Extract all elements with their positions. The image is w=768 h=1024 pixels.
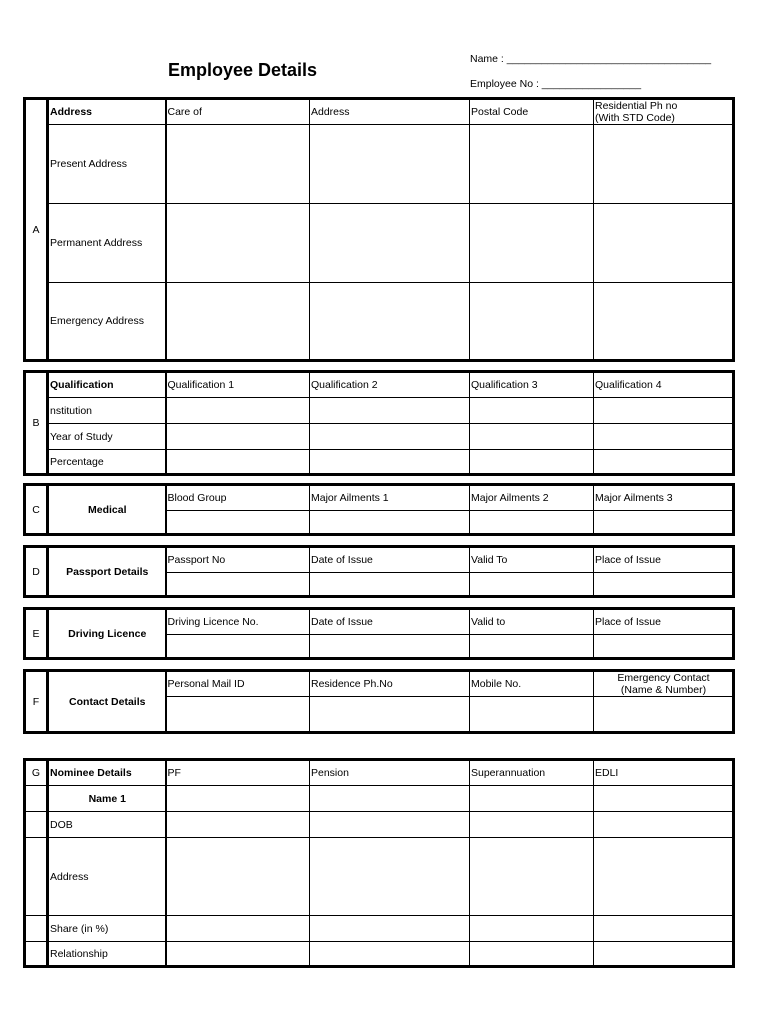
share-superannuation-cell[interactable]	[470, 916, 594, 942]
qualification-1-header: Qualification 1	[166, 372, 310, 398]
nominee-letter-blank-2	[25, 812, 48, 838]
dob-pension-cell[interactable]	[310, 812, 470, 838]
driving-licence-no-header: Driving Licence No.	[166, 609, 310, 635]
qualification-section	[23, 370, 735, 476]
section-letter-a: A	[25, 99, 48, 361]
percentage-cell-2[interactable]	[310, 450, 470, 475]
section-letter-b: B	[25, 372, 48, 475]
qualification-3-header: Qualification 3	[470, 372, 594, 398]
section-letter-c: C	[25, 485, 48, 535]
institution-cell-2[interactable]	[310, 398, 470, 424]
major-ailments-3-header: Major Ailments 3	[594, 485, 734, 511]
major-ailments-2-header: Major Ailments 2	[470, 485, 594, 511]
address-pf-cell[interactable]	[166, 838, 310, 916]
postal-code-header: Postal Code	[470, 99, 594, 125]
year-cell-2[interactable]	[310, 424, 470, 450]
year-cell-4[interactable]	[594, 424, 734, 450]
year-of-study-label: Year of Study	[48, 424, 166, 450]
present-phone-cell[interactable]	[594, 125, 734, 204]
dl-date-of-issue-header: Date of Issue	[310, 609, 470, 635]
contact-details-label: Contact Details	[48, 671, 166, 733]
percentage-cell-3[interactable]	[470, 450, 594, 475]
major-ailments-1-cell[interactable]	[310, 511, 470, 535]
name-edli-cell[interactable]	[594, 786, 734, 812]
permanent-address-label: Permanent Address	[48, 204, 166, 283]
driving-licence-label: Driving Licence	[48, 609, 166, 659]
passport-place-of-issue-header: Place of Issue	[594, 547, 734, 573]
medical-label: Medical	[48, 485, 166, 535]
emergency-postal-code-cell[interactable]	[470, 283, 594, 361]
dob-label: DOB	[48, 812, 166, 838]
nominee-letter-blank-4	[25, 916, 48, 942]
residential-phone-line1: Residential Ph no	[595, 100, 678, 112]
qualification-4-header: Qualification 4	[594, 372, 734, 398]
share-pf-cell[interactable]	[166, 916, 310, 942]
nominee-address-label: Address	[48, 838, 166, 916]
nominee-name-1-label: Name 1	[48, 786, 166, 812]
passport-place-cell[interactable]	[594, 573, 734, 597]
section-letter-f: F	[25, 671, 48, 733]
percentage-cell-1[interactable]	[166, 450, 310, 475]
qualification-header-label: Qualification	[48, 372, 166, 398]
blood-group-cell[interactable]	[166, 511, 310, 535]
present-postal-code-cell[interactable]	[470, 125, 594, 204]
passport-no-header: Passport No	[166, 547, 310, 573]
relationship-edli-cell[interactable]	[594, 942, 734, 967]
passport-valid-to-header: Valid To	[470, 547, 594, 573]
address-pension-cell[interactable]	[310, 838, 470, 916]
section-letter-e: E	[25, 609, 48, 659]
address-superannuation-cell[interactable]	[470, 838, 594, 916]
institution-cell-1[interactable]	[166, 398, 310, 424]
year-cell-1[interactable]	[166, 424, 310, 450]
driving-licence-section	[23, 607, 735, 660]
blood-group-header: Blood Group	[166, 485, 310, 511]
dl-valid-to-header: Valid to	[470, 609, 594, 635]
superannuation-header: Superannuation	[470, 760, 594, 786]
passport-date-of-issue-header: Date of Issue	[310, 547, 470, 573]
address-edli-cell[interactable]	[594, 838, 734, 916]
relationship-pension-cell[interactable]	[310, 942, 470, 967]
institution-label: nstitution	[48, 398, 166, 424]
dob-edli-cell[interactable]	[594, 812, 734, 838]
pf-header: PF	[166, 760, 310, 786]
relationship-pf-cell[interactable]	[166, 942, 310, 967]
dl-place-cell[interactable]	[594, 635, 734, 659]
dl-no-cell[interactable]	[166, 635, 310, 659]
passport-date-cell[interactable]	[310, 573, 470, 597]
percentage-cell-4[interactable]	[594, 450, 734, 475]
pension-header: Pension	[310, 760, 470, 786]
qualification-2-header: Qualification 2	[310, 372, 470, 398]
edli-header: EDLI	[594, 760, 734, 786]
section-letter-g: G	[25, 760, 48, 786]
emergency-contact-line2: (Name & Number)	[620, 684, 707, 696]
nominee-letter-blank-5	[25, 942, 48, 967]
emergency-phone-cell[interactable]	[594, 283, 734, 361]
dl-place-of-issue-header: Place of Issue	[594, 609, 734, 635]
residence-phone-cell[interactable]	[310, 697, 470, 733]
present-address-label: Present Address	[48, 125, 166, 204]
nominee-letter-blank-3	[25, 838, 48, 916]
page-title: Employee Details	[168, 60, 318, 80]
name-superannuation-cell[interactable]	[470, 786, 594, 812]
institution-cell-3[interactable]	[470, 398, 594, 424]
personal-mail-cell[interactable]	[166, 697, 310, 733]
personal-mail-header: Personal Mail ID	[166, 671, 310, 697]
residential-phone-header	[594, 99, 734, 125]
care-of-header: Care of	[166, 99, 310, 125]
permanent-phone-cell[interactable]	[594, 204, 734, 283]
dob-superannuation-cell[interactable]	[470, 812, 594, 838]
address-header-label: Address	[48, 99, 166, 125]
dl-valid-cell[interactable]	[470, 635, 594, 659]
present-care-of-cell[interactable]	[166, 125, 310, 204]
name-pension-cell[interactable]	[310, 786, 470, 812]
mobile-no-header: Mobile No.	[470, 671, 594, 697]
major-ailments-2-cell[interactable]	[470, 511, 594, 535]
passport-no-cell[interactable]	[166, 573, 310, 597]
passport-details-label: Passport Details	[48, 547, 166, 597]
nominee-letter-blank-1	[25, 786, 48, 812]
name-field-line[interactable]: Name : ___________________________________	[470, 53, 712, 65]
relationship-label: Relationship	[48, 942, 166, 967]
name-pf-cell[interactable]	[166, 786, 310, 812]
emergency-address-label: Emergency Address	[48, 283, 166, 361]
contact-section	[23, 669, 735, 734]
section-letter-d: D	[25, 547, 48, 597]
mobile-no-cell[interactable]	[470, 697, 594, 733]
emergency-address-cell[interactable]	[310, 283, 470, 361]
permanent-care-of-cell[interactable]	[166, 204, 310, 283]
emergency-contact-cell[interactable]	[594, 697, 734, 733]
emergency-care-of-cell[interactable]	[166, 283, 310, 361]
relationship-superannuation-cell[interactable]	[470, 942, 594, 967]
share-label: Share (in %)	[48, 916, 166, 942]
emergency-contact-line1: Emergency Contact	[617, 672, 710, 684]
residential-phone-line2: (With STD Code)	[595, 112, 675, 124]
year-cell-3[interactable]	[470, 424, 594, 450]
share-edli-cell[interactable]	[594, 916, 734, 942]
dl-date-cell[interactable]	[310, 635, 470, 659]
share-pension-cell[interactable]	[310, 916, 470, 942]
percentage-label: Percentage	[48, 450, 166, 475]
residence-phone-header: Residence Ph.No	[310, 671, 470, 697]
major-ailments-3-cell[interactable]	[594, 511, 734, 535]
medical-section	[23, 483, 735, 536]
nominee-details-label: Nominee Details	[48, 760, 166, 786]
nominee-section	[23, 758, 735, 968]
emergency-contact-header	[594, 671, 734, 697]
permanent-address-cell[interactable]	[310, 204, 470, 283]
address-col-header: Address	[310, 99, 470, 125]
address-section	[23, 97, 735, 362]
dob-pf-cell[interactable]	[166, 812, 310, 838]
present-address-cell[interactable]	[310, 125, 470, 204]
permanent-postal-code-cell[interactable]	[470, 204, 594, 283]
institution-cell-4[interactable]	[594, 398, 734, 424]
passport-section	[23, 545, 735, 598]
passport-valid-cell[interactable]	[470, 573, 594, 597]
major-ailments-1-header: Major Ailments 1	[310, 485, 470, 511]
employee-no-field-line[interactable]: Employee No : _________________	[470, 78, 642, 90]
